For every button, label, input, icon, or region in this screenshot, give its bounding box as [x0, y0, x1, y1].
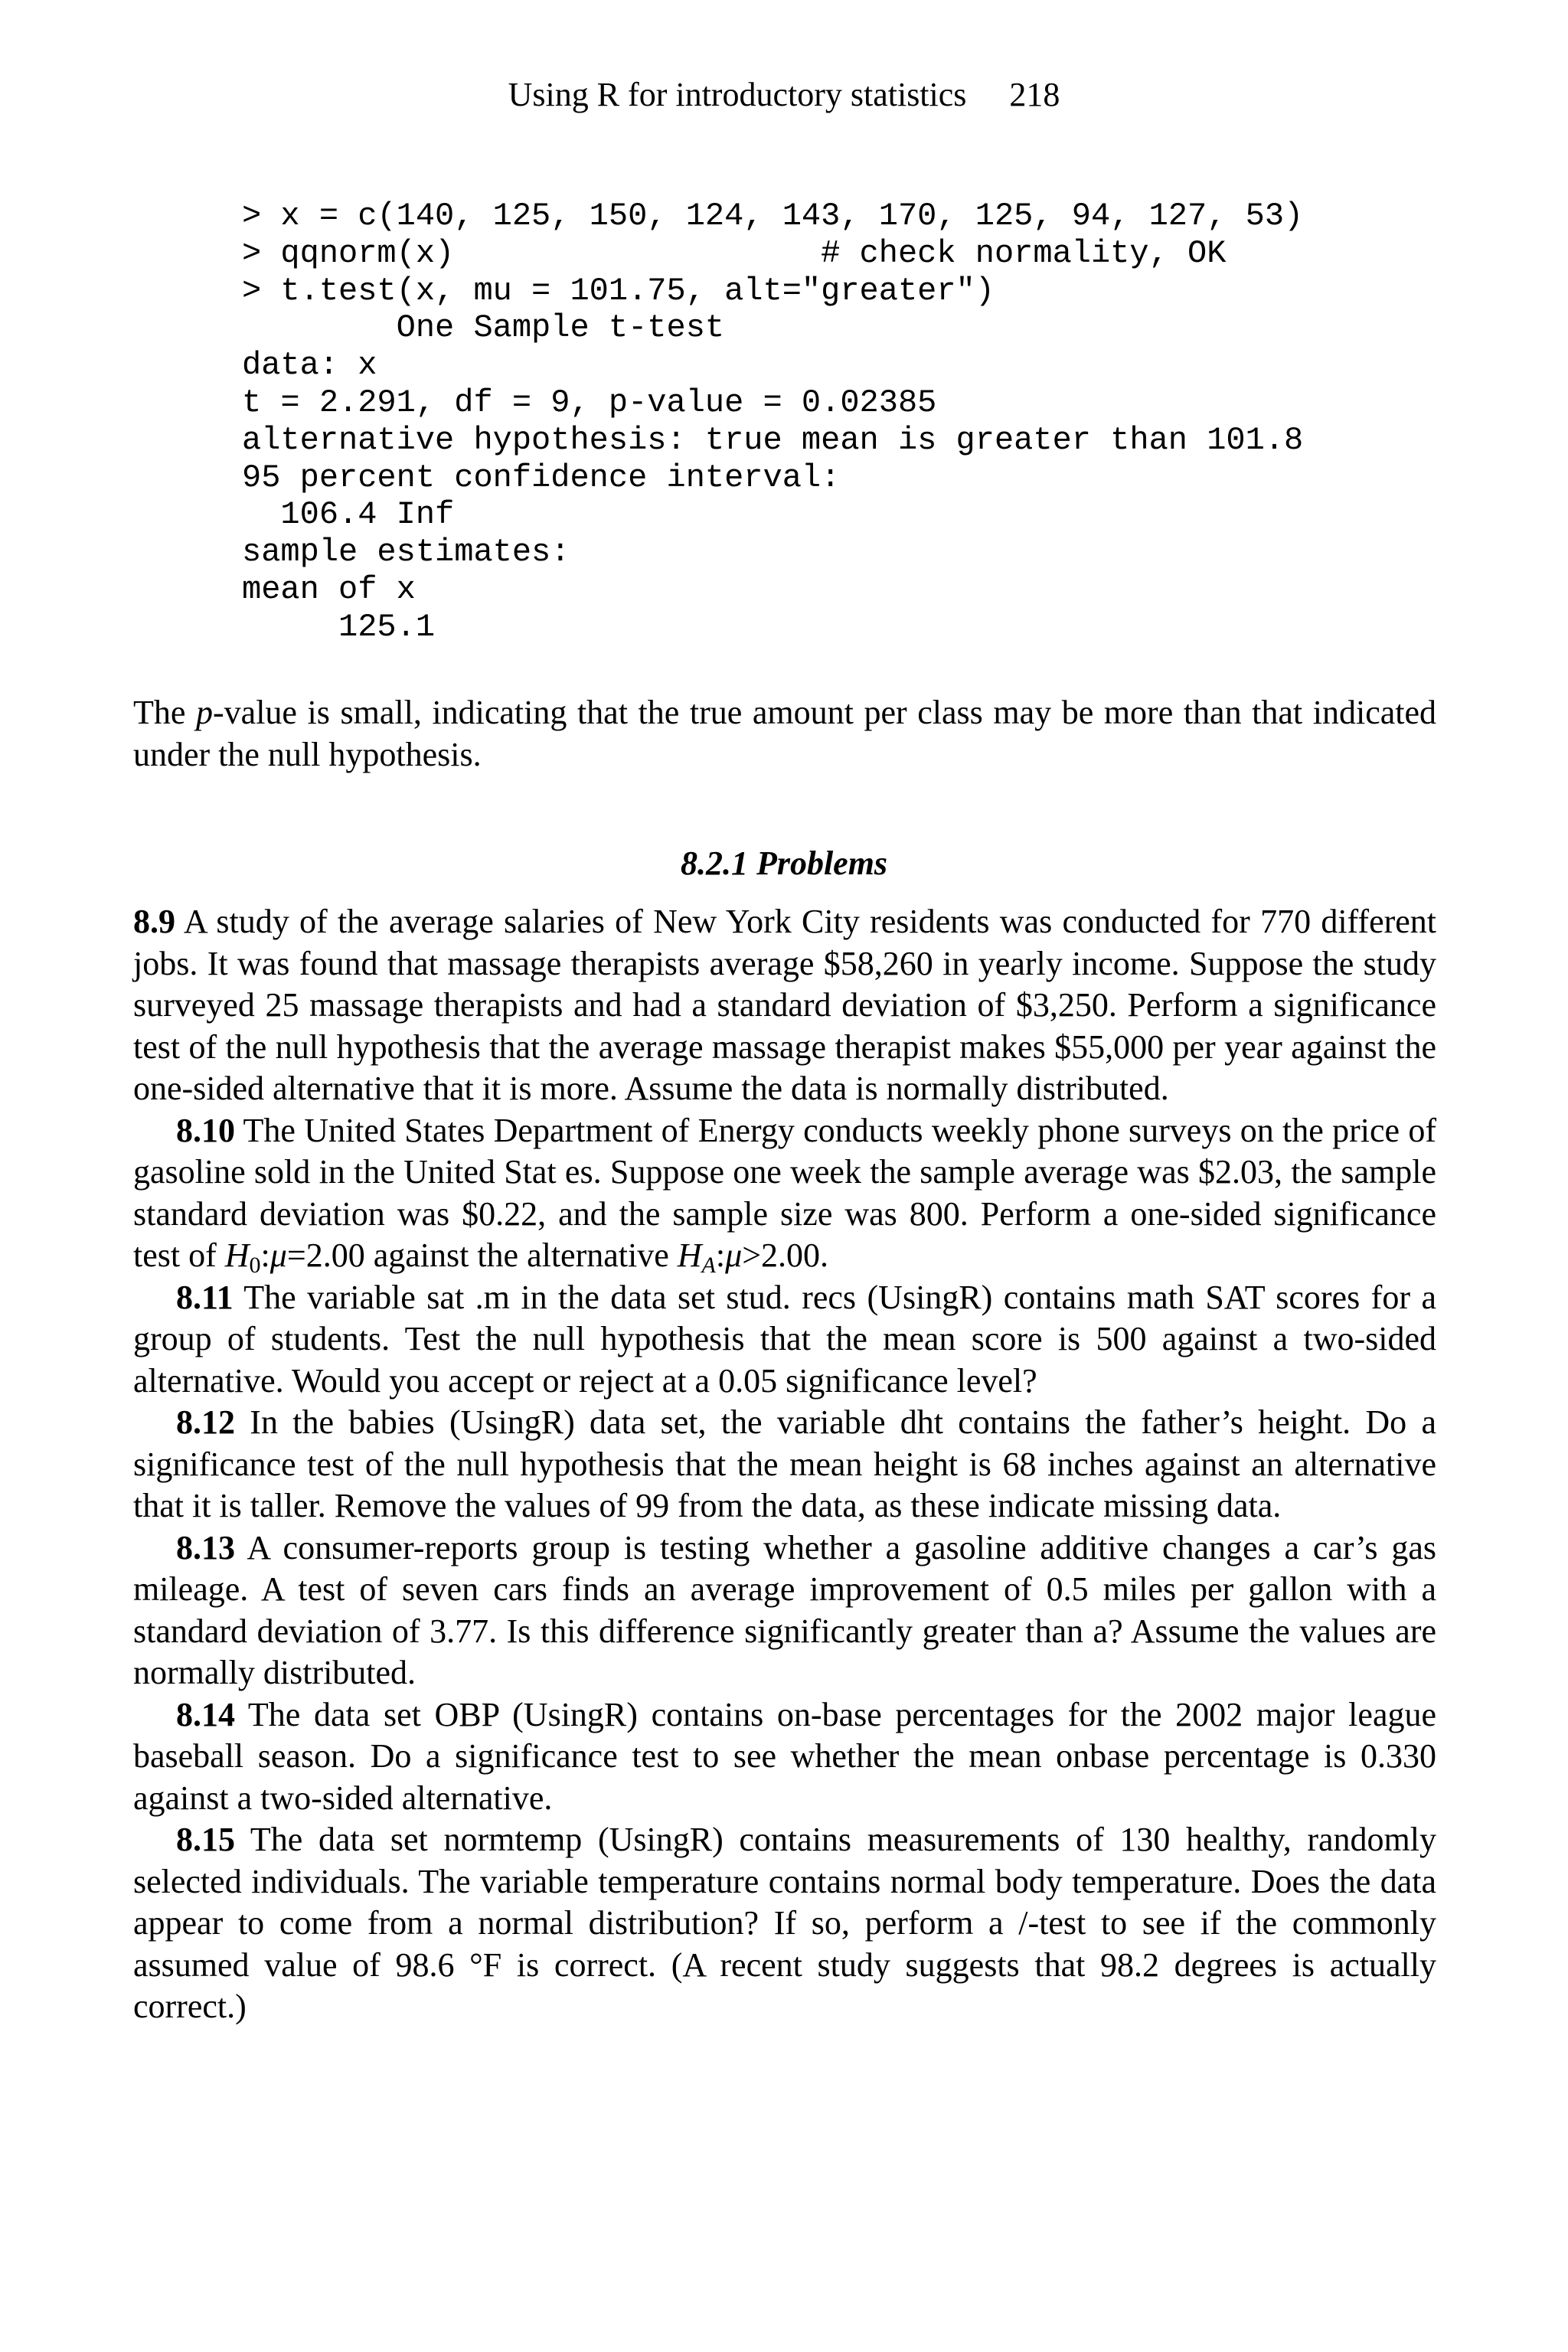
p-variable: p	[196, 694, 214, 731]
code-line: 95 percent confidence interval:	[242, 459, 841, 496]
problem-number: 8.11	[176, 1278, 234, 1316]
problems-list	[133, 901, 1436, 2028]
problem-number: 8.9	[133, 903, 175, 940]
problem-text: A study of the average salaries of New York City residents was conducted for 770 different jobs. It was found that massage therapists average $58,260 in yearly income. Suppose the study surveyed 25 massage therapists and had a standard deviation of $3,250. Perform a significance test of the null hypothesis that the average massage therapist makes $55,000 per year against the one-sided alternative that it is more. Assume the data is normally distributed.	[133, 903, 1436, 1107]
colon: :	[715, 1236, 726, 1274]
running-header	[0, 74, 1568, 116]
code-line: > qqnorm(x) # check normality, OK	[242, 234, 1227, 272]
ha-subscript: A	[701, 1253, 716, 1278]
code-line: sample estimates:	[242, 534, 570, 571]
problem-number: 8.10	[176, 1111, 235, 1149]
r-code-block	[242, 198, 1303, 646]
problem-8-13	[133, 1527, 1436, 1694]
text-run: =2.00 against the alternative	[286, 1236, 678, 1274]
mu-symbol: μ	[270, 1236, 287, 1274]
problem-text: The variable sat .m in the data set stud. recs (UsingR) contains math SAT scores for a group of students. Test the null hypothesis that the mean score is 500 against a two-sided alternative. Would you accept or reject at a 0.05 significance level?	[133, 1278, 1436, 1400]
text-run: >2.00.	[742, 1236, 829, 1274]
code-line: One Sample t-test	[242, 309, 725, 347]
code-line: 106.4 Inf	[242, 496, 455, 534]
intro-paragraph	[133, 692, 1436, 776]
section-heading: 8.2.1 Problems	[680, 844, 888, 882]
code-line: > x = c(140, 125, 150, 124, 143, 170, 125, 94, 127, 53)	[242, 198, 1304, 234]
problem-number: 8.13	[176, 1528, 235, 1566]
problem-number: 8.12	[176, 1403, 235, 1441]
code-line: t = 2.291, df = 9, p-value = 0.02385	[242, 384, 937, 421]
page-number: 218	[1009, 76, 1060, 113]
mu-symbol: μ	[725, 1236, 743, 1274]
code-line: mean of x	[242, 570, 416, 608]
problem-text: The data set normtemp (UsingR) contains measurements of 130 healthy, randomly selected individuals. The variable temperature contains normal body temperature. Does the data appear to come from a normal distribution? If so, perform a /-test to see if the commonly assumed value of 98.6 °F is correct. (A recent study suggests that 98.2 degrees is actually correct.)	[133, 1821, 1436, 2025]
paragraph	[133, 692, 1436, 776]
running-title: Using R for introductory statistics	[508, 76, 967, 113]
problem-8-10	[133, 1110, 1436, 1277]
code-line: data: x	[242, 347, 377, 384]
problem-text: The United States Department of Energy conducts weekly phone surveys on the price of gasoline sold in the United Stat es. Suppose one week the sample average was $2.03, the sample standard deviation was $0.22, and the sample size was 800. Perform a one-sided significance test of	[133, 1111, 1436, 1274]
code-line: > t.test(x, mu = 101.75, alt="greater")	[242, 272, 995, 309]
problem-8-9	[133, 901, 1436, 1110]
problem-text: In the babies (UsingR) data set, the variable dht contains the father’s height. Do a significance test of the null hypothesis that the mean height is 68 inches against an alternative that it is taller. Remove the values of 99 from the data, as these indicate missing data.	[133, 1403, 1436, 1524]
ha-symbol: H	[677, 1236, 702, 1274]
problem-number: 8.15	[176, 1821, 235, 1858]
problem-number: 8.14	[176, 1695, 235, 1733]
problem-8-15	[133, 1819, 1436, 2028]
code-line: 125.1	[242, 608, 436, 645]
problem-8-14	[133, 1694, 1436, 1820]
problem-8-11	[133, 1277, 1436, 1403]
problem-text: The data set OBP (UsingR) contains on-base percentages for the 2002 major league baseball season. Do a significance test to see whether the mean onbase percentage is 0.330 against a two-sided alternative.	[133, 1695, 1436, 1817]
text-run: The	[133, 694, 197, 731]
h0-subscript: 0	[249, 1253, 261, 1278]
problem-text: A consumer-reports group is testing whether a gasoline additive changes a car’s gas mileage. A test of seven cars finds an average improvement of 0.5 miles per gallon with a standard deviation of 3.77. Is this difference significantly greater than a? Assume the values are normally distributed.	[133, 1528, 1436, 1691]
problem-8-12	[133, 1402, 1436, 1527]
text-run: -value is small, indicating that the true amount per class may be more than that indicated under the null hypothesis.	[133, 694, 1437, 773]
h0-symbol: H	[224, 1236, 250, 1274]
code-line: alternative hypothesis: true mean is greater than 101.8	[242, 421, 1304, 459]
colon: :	[260, 1236, 270, 1274]
